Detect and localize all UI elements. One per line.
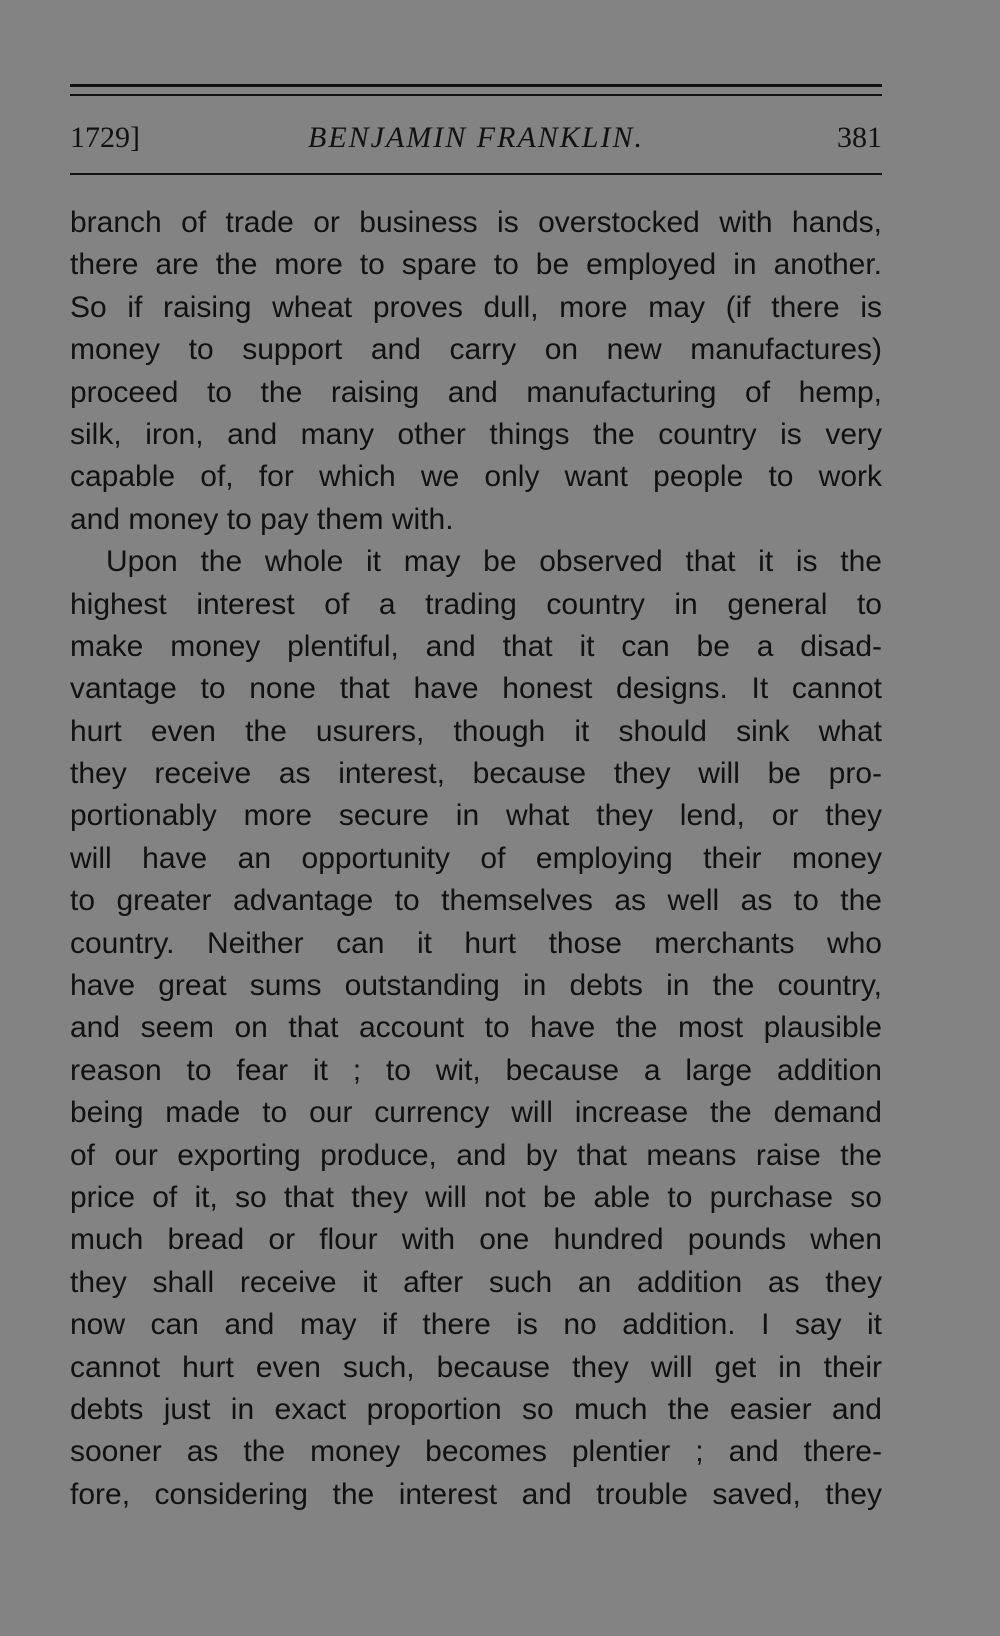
text-line: make money plentiful, and that it can be a disad-	[70, 629, 882, 663]
text-line: to greater advantage to themselves as well as to the	[70, 884, 882, 918]
text-line: country. Neither can it hurt those merchants who	[70, 926, 882, 960]
header-rule-bottom	[70, 173, 882, 175]
text-line: capable of, for which we only want people to work	[70, 460, 882, 494]
paragraph-continuation	[70, 202, 882, 541]
running-head	[70, 118, 882, 158]
text-line: vantage to none that have honest designs. It cannot	[70, 672, 882, 706]
text-line: and seem on that account to have the most plausible	[70, 1011, 882, 1045]
text-line: cannot hurt even such, because they will get in their	[70, 1350, 882, 1384]
page-body	[70, 202, 882, 1516]
paragraph-upon-the-whole	[70, 541, 882, 1516]
text-line: fore, considering the interest and trouble saved, they	[70, 1477, 882, 1511]
text-line: branch of trade or business is overstocked with hands,	[70, 206, 882, 239]
text-line: reason to fear it ; to wit, because a large addition	[70, 1053, 882, 1087]
running-head-title: BENJAMIN FRANKLIN.	[308, 121, 644, 154]
text-line: being made to our currency will increase the demand	[70, 1096, 882, 1130]
text-line: have great sums outstanding in debts in the country,	[70, 969, 882, 1003]
text-line: and money to pay them with.	[70, 502, 454, 536]
page-number: 381	[837, 121, 882, 154]
text-line: proceed to the raising and manufacturing of hemp,	[70, 375, 882, 409]
text-line: of our exporting produce, and by that means raise the	[70, 1138, 882, 1172]
header-rule-top	[70, 84, 882, 87]
header-rule-second	[70, 94, 882, 96]
text-line: they receive as interest, because they will be pro-	[70, 757, 882, 791]
text-line: sooner as the money becomes plentier ; and there-	[70, 1435, 882, 1469]
text-line: now can and may if there is no addition. I say it	[70, 1308, 882, 1342]
running-head-year: 1729]	[70, 121, 140, 154]
text-line: money to support and carry on new manufactures)	[70, 333, 882, 367]
text-line: So if raising wheat proves dull, more may (if there is	[70, 290, 882, 324]
text-line: debts just in exact proportion so much the easier and	[70, 1392, 882, 1426]
text-line: silk, iron, and many other things the country is very	[70, 417, 882, 451]
text-line: much bread or flour with one hundred pounds when	[70, 1223, 882, 1257]
text-line: portionably more secure in what they lend, or they	[70, 799, 882, 833]
text-line: price of it, so that they will not be able to purchase so	[70, 1180, 882, 1214]
text-line: they shall receive it after such an addition as they	[70, 1265, 882, 1299]
text-line: Upon the whole it may be observed that it is the	[106, 545, 882, 579]
text-line: will have an opportunity of employing their money	[70, 841, 882, 875]
text-line: hurt even the usurers, though it should sink what	[70, 714, 882, 748]
text-line: there are the more to spare to be employed in another.	[70, 248, 882, 282]
text-line: highest interest of a trading country in general to	[70, 587, 882, 621]
